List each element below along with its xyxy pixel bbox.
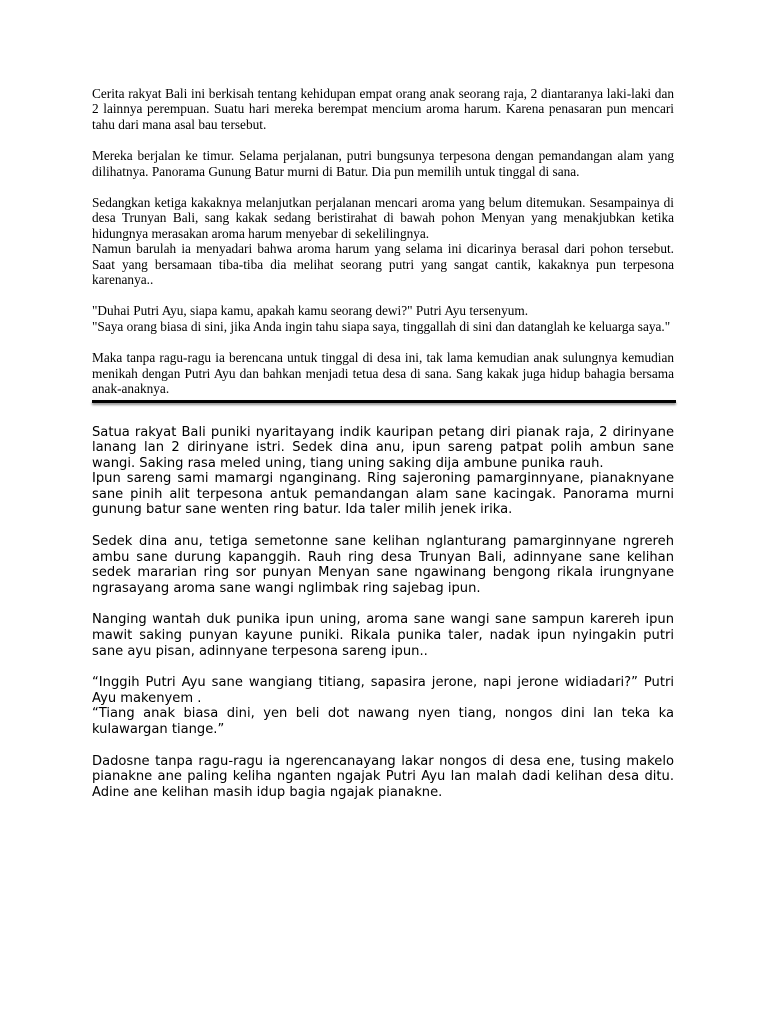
balinese-story <box>92 425 674 801</box>
indonesian-story <box>92 86 674 397</box>
balinese-paragraph-4: Nanging wantah duk punika ipun uning, aroma sane wangi sane sampun karereh ipun mawit saking punyan kayune puniki. Rikala punika taler, nadak ipun nyingakin putri sane ayu pisan, adinnyane terpesona sareng ipun.. <box>92 612 674 659</box>
indonesian-paragraph-2: Mereka berjalan ke timur. Selama perjalanan, putri bungsunya terpesona dengan pemandangan alam yang dilihatnya. Panorama Gunung Batur murni di Batur. Dia pun memilih untuk tinggal di sana. <box>92 148 674 179</box>
document-page <box>92 86 674 800</box>
balinese-paragraph-1: Satua rakyat Bali puniki nyaritayang indik kauripan petang diri pianak raja, 2 dirinyane lanang lan 2 dirinyane istri. Sedek dina anu, ipun sareng patpat polih ambun sane wangi. Saking rasa meled uning, tiang uning saking dija ambune punika rauh. <box>92 424 674 471</box>
paragraph-gap <box>92 738 674 754</box>
indonesian-paragraph-4: Namun barulah ia menyadari bahwa aroma harum yang selama ini dicarinya berasal dari pohon tersebut. Saat yang bersamaan tiba-tiba dia melihat seorang putri yang sangat cantik, kakaknya pun terpesona karenanya.. <box>92 241 674 288</box>
paragraph-gap <box>92 334 674 350</box>
balinese-dialogue-2: “Tiang anak biasa dini, yen beli dot nawang nyen tiang, nongos dini lan teka ka kulawargan tiange.” <box>92 706 674 737</box>
indonesian-paragraph-1: Cerita rakyat Bali ini berkisah tentang kehidupan empat orang anak seorang raja, 2 diantaranya laki-laki dan 2 lainnya perempuan. Suatu hari mereka berempat mencium aroma harum. Karena penasaran pun mencari tahu dari mana asal bau tersebut. <box>92 86 674 132</box>
indonesian-dialogue-1: "Duhai Putri Ayu, siapa kamu, apakah kamu seorang dewi?" Putri Ayu tersenyum. <box>92 303 529 319</box>
balinese-paragraph-2: Ipun sareng sami mamargi nganginang. Ring sajeroning pamarginnyane, pianaknyane sane pinih alit terpesona antuk pemandangan alam sane kacingak. Panorama murni gunung batur sane wenten ring batur. Ida taler milih jenek irika. <box>92 471 674 518</box>
paragraph-gap <box>92 596 674 612</box>
paragraph-gap <box>92 132 674 148</box>
balinese-paragraph-3: Sedek dina anu, tetiga semetonne sane kelihan nglanturang pamarginnyane ngrereh ambu sane durung kapanggih. Rauh ring desa Trunyan Bali, adinnyane sane kelihan sedek mararian ring sor punyan Menyan sane ngawinang bengong rikala irungnyane ngrasayang aroma sane wangi nglimbak ring sajebag ipun. <box>92 534 674 596</box>
balinese-dialogue-1: “Inggih Putri Ayu sane wangiang titiang, sapasira jerone, napi jerone widiadari?” Putri Ayu makenyem . <box>92 675 674 706</box>
section-divider <box>92 400 676 403</box>
paragraph-gap <box>92 518 674 534</box>
paragraph-gap <box>92 287 674 303</box>
paragraph-gap <box>92 179 674 195</box>
indonesian-dialogue-2: "Saya orang biasa di sini, jika Anda ingin tahu siapa saya, tinggallah di sini dan datanglah ke keluarga saya." <box>92 318 671 334</box>
balinese-paragraph-5: Dadosne tanpa ragu-ragu ia ngerencanayang lakar nongos di desa ene, tusing makelo pianakne ane paling keliha nganten ngajak Putri Ayu lan malah dadi kelihan desa ditu. Adine ane kelihan masih idup bagia ngajak pianakne. <box>92 753 674 800</box>
indonesian-paragraph-5: Maka tanpa ragu-ragu ia berencana untuk tinggal di desa ini, tak lama kemudian anak sulungnya kemudian menikah dengan Putri Ayu dan bahkan menjadi tetua desa di sana. Sang kakak juga hidup bahagia bersama anak-anaknya. <box>92 350 674 397</box>
paragraph-gap <box>92 659 674 675</box>
indonesian-paragraph-3: Sedangkan ketiga kakaknya melanjutkan perjalanan mencari aroma yang belum ditemukan. Sesampainya di desa Trunyan Bali, sang kakak sedang beristirahat di bawah pohon Menyan yang menakjubkan ketika hidungnya merasakan aroma harum menyebar di sekelilingnya. <box>92 195 674 241</box>
